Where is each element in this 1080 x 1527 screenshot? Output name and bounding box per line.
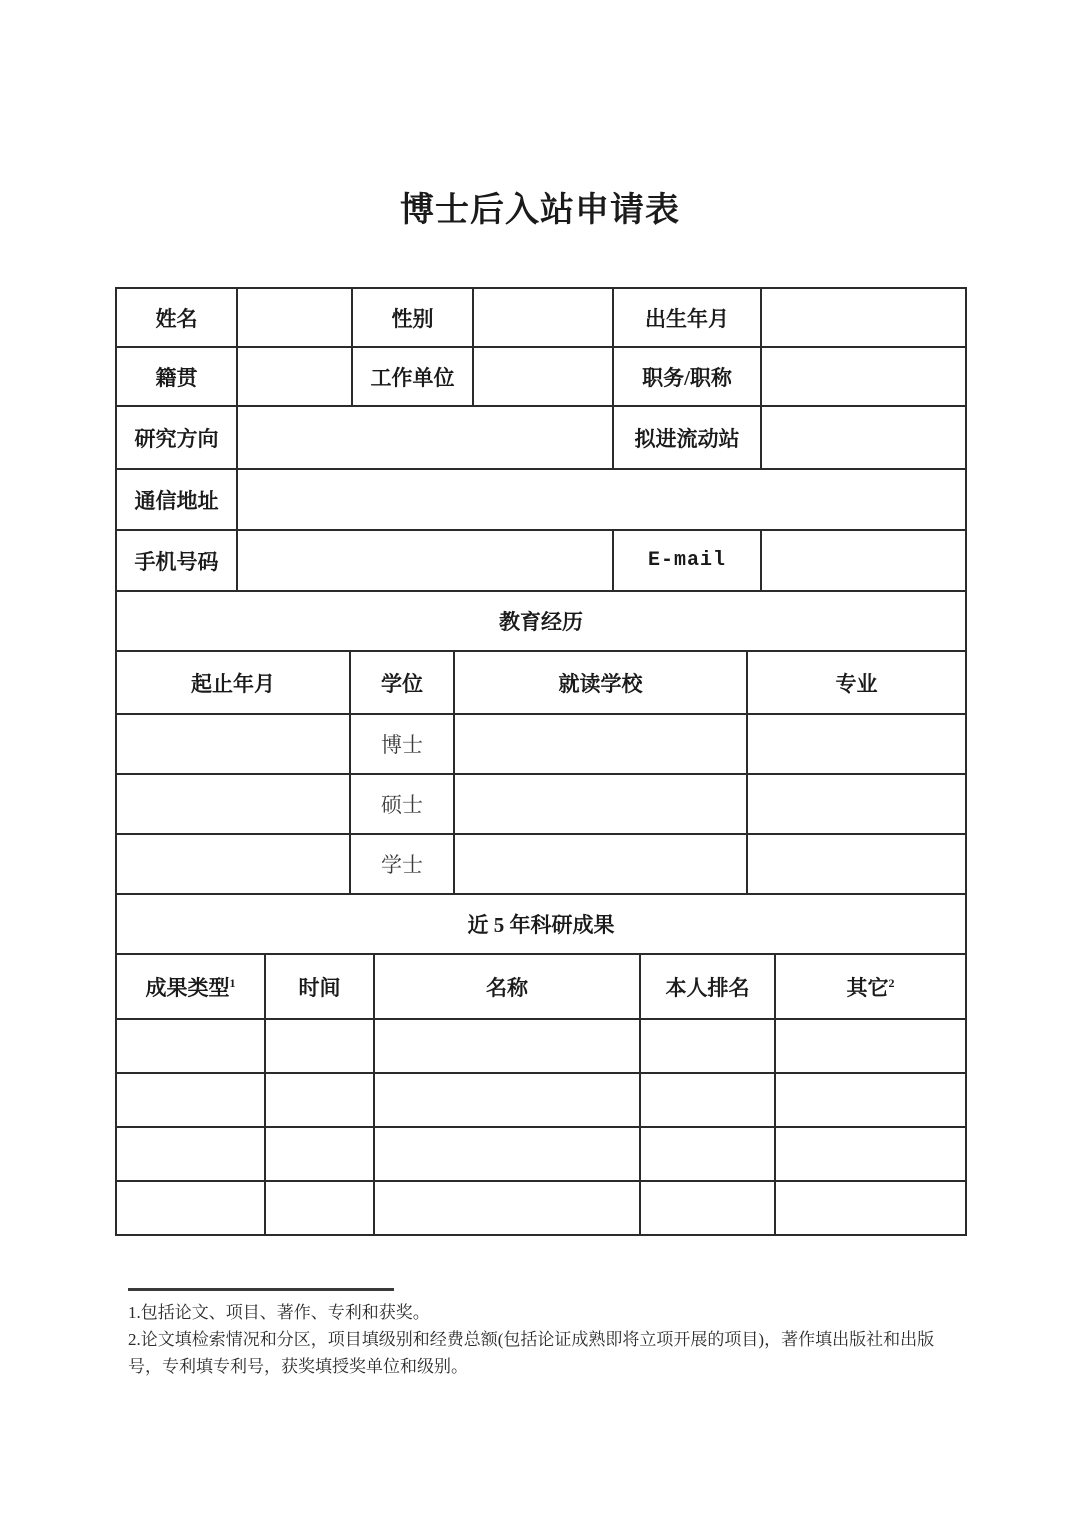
doctor-school-cell [454, 714, 747, 774]
birth-date-value-cell [761, 288, 966, 347]
education-section-header-row [116, 591, 966, 651]
master-school-cell [454, 774, 747, 834]
achievements-col-type: 成果类型$^1$ [116, 954, 265, 1019]
achievement-name-cell [374, 1127, 640, 1181]
master-period-cell [116, 774, 350, 834]
name-value-cell [237, 288, 352, 347]
footnote-2: 2.论文填检索情况和分区，项目填级别和经费总额(包括论证成熟即将立项开展的项目)，著作填出版社和出版号，专利填专利号，获奖填授奖单位和级别。 [128, 1330, 935, 1376]
footnote-1: 1.包括论文、项目、著作、专利和获奖。 [128, 1303, 430, 1322]
achievements-col-name: 名称 [374, 954, 640, 1019]
achievement-rank-cell [640, 1127, 775, 1181]
mobile-station-label: 拟进流动站 [613, 406, 761, 469]
footnote-ref-2: 2 [888, 975, 895, 990]
doctor-major-cell [747, 714, 966, 774]
doctor-period-cell [116, 714, 350, 774]
mobile-station-value-cell [761, 406, 966, 469]
position-title-value-cell [761, 347, 966, 406]
achievement-name-cell [374, 1073, 640, 1127]
achievement-other-cell [775, 1181, 966, 1235]
bachelor-period-cell [116, 834, 350, 894]
research-direction-label: 研究方向 [116, 406, 237, 469]
education-row-doctor [116, 714, 966, 774]
doctor-degree-label: 博士 [350, 714, 454, 774]
work-unit-label: 工作单位 [352, 347, 473, 406]
row-mobile-email [116, 530, 966, 591]
achievement-rank-cell [640, 1181, 775, 1235]
row-mailing-address [116, 469, 966, 530]
achievement-other-cell [775, 1127, 966, 1181]
footnote-separator [128, 1288, 394, 1291]
achievement-rank-cell [640, 1073, 775, 1127]
research-direction-value-cell [237, 406, 613, 469]
position-title-label: 职务/职称 [613, 347, 761, 406]
achievement-name-cell [374, 1181, 640, 1235]
achievements-col-other: 其它$^2$ [775, 954, 966, 1019]
mobile-number-label: 手机号码 [116, 530, 237, 591]
native-place-value-cell [237, 347, 352, 406]
achievements-col-time: 时间 [265, 954, 374, 1019]
mobile-number-value-cell [237, 530, 613, 591]
work-unit-value-cell [473, 347, 613, 406]
master-degree-label: 硕士 [350, 774, 454, 834]
achievement-type-cell [116, 1019, 265, 1073]
gender-value-cell [473, 288, 613, 347]
bachelor-major-cell [747, 834, 966, 894]
education-columns-row [116, 651, 966, 714]
mailing-address-value-cell [237, 469, 966, 530]
achievement-time-cell [265, 1019, 374, 1073]
achievement-type-cell [116, 1181, 265, 1235]
footnote-ref-1: 1 [229, 975, 236, 990]
achievement-rank-cell [640, 1019, 775, 1073]
education-section-title: 教育经历 [116, 591, 966, 651]
bachelor-degree-label: 学士 [350, 834, 454, 894]
gender-label: 性别 [352, 288, 473, 347]
row-research-station [116, 406, 966, 469]
achievements-col-rank: 本人排名 [640, 954, 775, 1019]
row-name-gender-birth [116, 288, 966, 347]
education-col-school: 就读学校 [454, 651, 747, 714]
education-table [115, 590, 967, 895]
achievement-empty-row [116, 1073, 966, 1127]
achievement-other-cell [775, 1073, 966, 1127]
achievement-type-cell [116, 1073, 265, 1127]
achievement-time-cell [265, 1073, 374, 1127]
achievement-time-cell [265, 1181, 374, 1235]
achievements-section-header-row [116, 894, 966, 954]
achievement-empty-row [116, 1181, 966, 1235]
page-title: 博士后入站申请表 [400, 192, 680, 229]
footnotes [115, 1288, 965, 1380]
row-native-work-position [116, 347, 966, 406]
birth-date-label: 出生年月 [613, 288, 761, 347]
achievements-table [115, 893, 967, 1236]
achievement-other-cell [775, 1019, 966, 1073]
education-col-period: 起止年月 [116, 651, 350, 714]
application-form [115, 287, 965, 1236]
education-col-degree: 学位 [350, 651, 454, 714]
achievements-section-title: 近 5 年科研成果 [116, 894, 966, 954]
name-label: 姓名 [116, 288, 237, 347]
personal-info-table [115, 287, 967, 592]
achievement-empty-row [116, 1019, 966, 1073]
achievement-empty-row [116, 1127, 966, 1181]
bachelor-school-cell [454, 834, 747, 894]
master-major-cell [747, 774, 966, 834]
email-value-cell [761, 530, 966, 591]
mailing-address-label: 通信地址 [116, 469, 237, 530]
education-row-bachelor [116, 834, 966, 894]
achievement-name-cell [374, 1019, 640, 1073]
achievements-columns-row [116, 954, 966, 1019]
achievement-time-cell [265, 1127, 374, 1181]
education-col-major: 专业 [747, 651, 966, 714]
education-row-master [116, 774, 966, 834]
achievement-type-cell [116, 1127, 265, 1181]
email-label: E-mail [613, 530, 761, 591]
native-place-label: 籍贯 [116, 347, 237, 406]
